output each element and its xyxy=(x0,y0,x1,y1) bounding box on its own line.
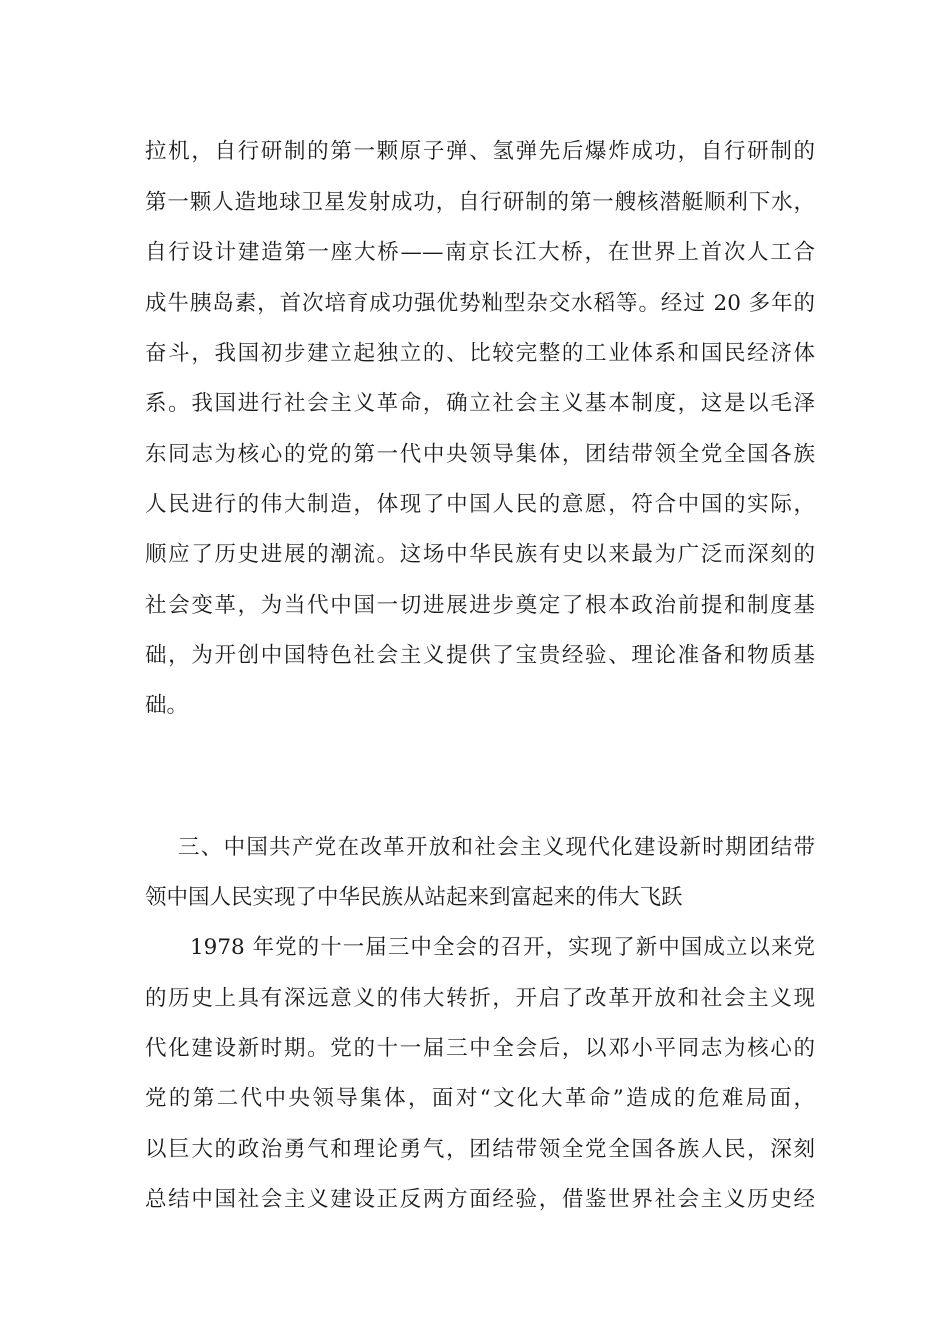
text-line: 第一颗人造地球卫星发射成功，自行研制的第一艘核潜艇顺利下水， xyxy=(145,190,815,215)
text-line: 社会变革，为当代中国一切进展进步奠定了根本政治前提和制度基 xyxy=(145,593,815,618)
text-line: 党的第二代中央领导集体，面对“文化大革命”造成的危难局面， xyxy=(145,1086,815,1111)
heading-line: 三、中国共产党在改革开放和社会主义现代化建设新时期团结带 xyxy=(178,835,815,860)
text-line: 自行设计建造第一座大桥——南京长江大桥，在世界上首次人工合 xyxy=(145,240,815,265)
text-line: 的历史上具有深远意义的伟大转折，开启了改革开放和社会主义现 xyxy=(145,986,815,1011)
text-line: 顺应了历史进展的潮流。这场中华民族有史以来最为广泛而深刻的 xyxy=(145,542,815,567)
heading-line: 领中国人民实现了中华民族从站起来到富起来的伟大飞跃 xyxy=(145,885,683,910)
text-line: 代化建设新时期。党的十一届三中全会后，以邓小平同志为核心的 xyxy=(145,1036,815,1061)
text-line: 成牛胰岛素，首次培育成功强优势籼型杂交水稻等。经过 20 多年的 xyxy=(145,291,815,316)
text-line: 奋斗，我国初步建立起独立的、比较完整的工业体系和国民经济体 xyxy=(145,341,815,366)
text-line: 1978 年党的十一届三中全会的召开，实现了新中国成立以来党 xyxy=(190,935,815,960)
text-line: 以巨大的政治勇气和理论勇气，团结带领全党全国各族人民，深刻 xyxy=(145,1137,815,1162)
text-line: 系。我国进行社会主义革命，确立社会主义基本制度，这是以毛泽 xyxy=(145,391,815,416)
text-line: 础。 xyxy=(145,693,189,718)
text-line: 拉机，自行研制的第一颗原子弹、氢弹先后爆炸成功，自行研制的 xyxy=(145,139,815,164)
text-line: 础，为开创中国特色社会主义提供了宝贵经验、理论准备和物质基 xyxy=(145,643,815,668)
text-line: 东同志为核心的党的第一代中央领导集体，团结带领全党全国各族 xyxy=(145,442,815,467)
text-line: 总结中国社会主义建设正反两方面经验，借鉴世界社会主义历史经 xyxy=(145,1187,815,1212)
text-line: 人民进行的伟大制造，体现了中国人民的意愿，符合中国的实际， xyxy=(145,492,815,517)
